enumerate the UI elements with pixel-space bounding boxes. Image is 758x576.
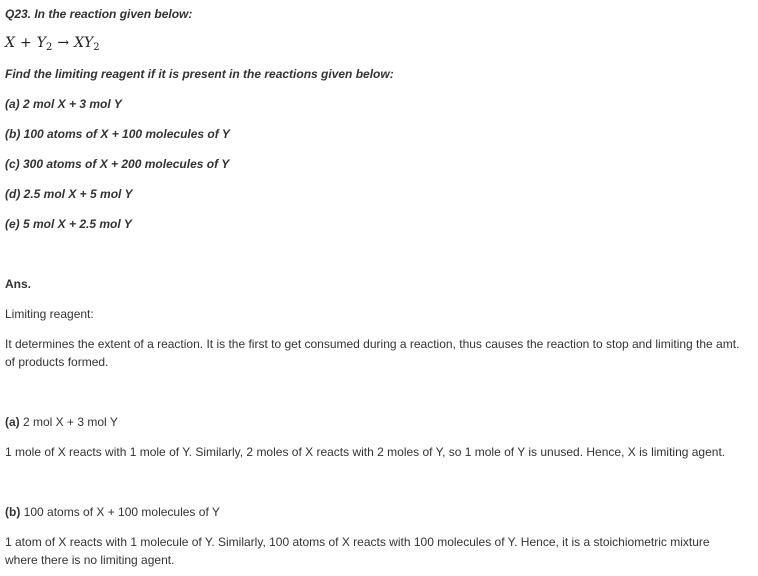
reaction-arrow: →: [57, 35, 70, 51]
answer-part-a-title: [5, 413, 118, 431]
option-d: (d) 2.5 mol X + 5 mol Y: [5, 187, 133, 201]
option-b: (b) 100 atoms of X + 100 molecules of Y: [5, 127, 230, 141]
plus-sign: +: [19, 35, 32, 51]
limiting-reagent-definition: It determines the extent of a reaction. It is the first to get consumed during a reaction, thus causes the reaction to stop and limiting the amt. of products formed.: [5, 337, 740, 369]
answer-part-b-label: (b): [5, 505, 21, 519]
answer-heading: Ans.: [5, 277, 32, 291]
question-title: Q23. In the reaction given below:: [5, 7, 193, 21]
answer-part-a-text: 2 mol X + 3 mol Y: [19, 415, 118, 429]
option-c: (c) 300 atoms of X + 200 molecules of Y: [5, 157, 230, 171]
reactant-x: X: [5, 35, 15, 51]
option-e: (e) 5 mol X + 2.5 mol Y: [5, 217, 132, 231]
answer-part-b-explanation: 1 atom of X reacts with 1 molecule of Y. Similarly, 100 atoms of X reacts with 100 molecules of Y. Hence, it is a stoichiometric mixture where there is no limiting agent.: [5, 535, 710, 567]
reactant-y: Y: [36, 35, 46, 51]
limiting-reagent-term: Limiting reagent:: [5, 307, 94, 321]
reaction-equation: [5, 34, 100, 57]
question-prompt: Find the limiting reagent if it is present in the reactions given below:: [5, 67, 394, 81]
reactant-y-subscript: 2: [45, 42, 53, 53]
answer-part-b-title: [5, 503, 220, 521]
product-subscript: 2: [93, 42, 100, 53]
answer-part-a-explanation: 1 mole of X reacts with 1 mole of Y. Similarly, 2 moles of X reacts with 2 moles of Y, so 1 mole of Y is unused. Hence, X is limiting agent.: [5, 445, 726, 459]
option-a: (a) 2 mol X + 3 mol Y: [5, 97, 122, 111]
answer-part-a-label: (a): [5, 415, 20, 429]
product-xy: XY: [74, 35, 94, 51]
answer-part-b-text: 100 atoms of X + 100 molecules of Y: [20, 505, 220, 519]
